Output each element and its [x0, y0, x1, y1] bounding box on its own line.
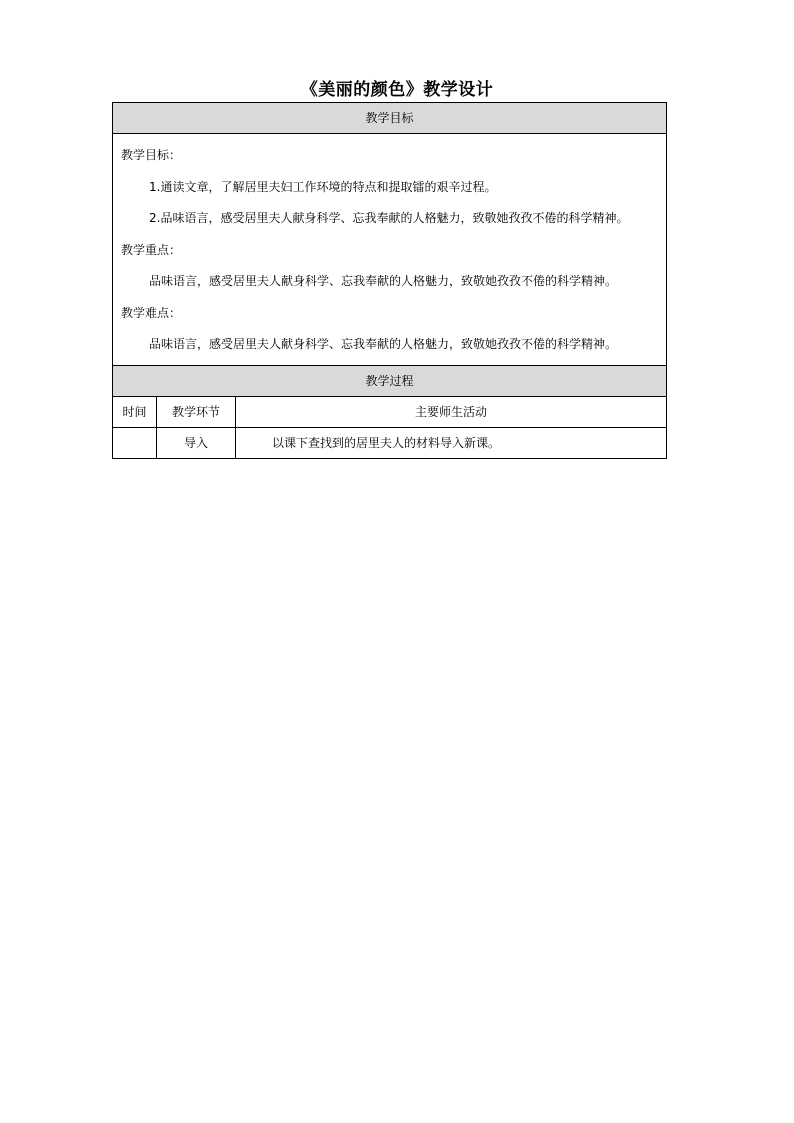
- difficulties-label: 教学难点：: [121, 305, 182, 320]
- objectives-header: 教学目标: [113, 103, 667, 134]
- row-stage: 导入: [157, 427, 236, 458]
- column-header-activity: 主要师生活动: [236, 396, 667, 427]
- document-title: 《美丽的颜色》教学设计: [300, 80, 494, 100]
- goal-2: 2.品味语言，感受居里夫人献身科学、忘我奉献的人格魅力，致敬她孜孜不倦的科学精神。: [149, 211, 629, 225]
- difficulties-text: 品味语言，感受居里夫人献身科学、忘我奉献的人格魅力，致敬她孜孜不倦的科学精神。: [149, 337, 618, 351]
- objectives-cell: [113, 134, 667, 366]
- column-header-stage: 教学环节: [157, 396, 236, 427]
- lesson-plan-table: [112, 102, 667, 459]
- row-time: [113, 427, 157, 458]
- process-header-row: [113, 365, 667, 396]
- process-columns-row: [113, 396, 667, 427]
- objectives-header-row: [113, 103, 667, 134]
- row-activity: 以课下查找到的居里夫人的材料导入新课。: [236, 427, 667, 458]
- key-points-text: 品味语言，感受居里夫人献身科学、忘我奉献的人格魅力，致敬她孜孜不倦的科学精神。: [149, 274, 618, 288]
- process-header: 教学过程: [113, 365, 667, 396]
- goal-1: 1.通读文章，了解居里夫妇工作环境的特点和提取镭的艰辛过程。: [149, 179, 497, 194]
- goals-label: 教学目标：: [121, 148, 182, 162]
- key-points-label: 教学重点：: [121, 242, 182, 257]
- column-header-time: 时间: [113, 396, 157, 427]
- objectives-content-row: [113, 134, 667, 366]
- table-row: [113, 427, 667, 458]
